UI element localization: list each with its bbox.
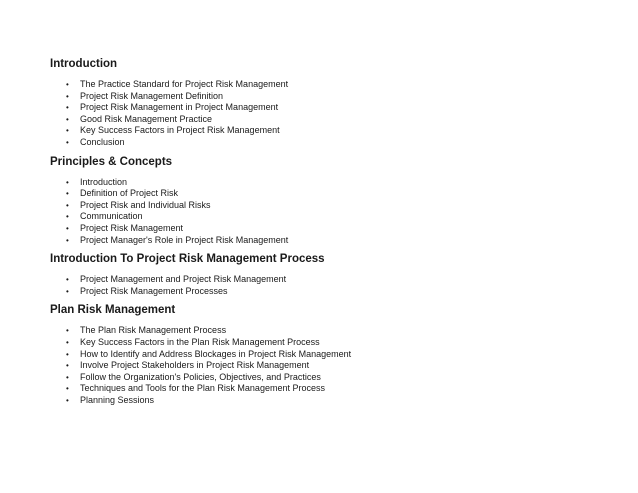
bullet-icon: •	[66, 114, 69, 124]
bullet-icon: •	[66, 286, 69, 296]
list-item-text: Techniques and Tools for the Plan Risk Management Process	[80, 383, 325, 394]
section-heading: Introduction To Project Risk Management Process	[50, 253, 325, 266]
bullet-icon: •	[66, 137, 69, 147]
list-item-text: Follow the Organization's Policies, Objectives, and Practices	[80, 371, 321, 382]
list-item-text: Involve Project Stakeholders in Project Risk Management	[80, 360, 310, 371]
list-item-text: Project Risk Management Definition	[80, 90, 224, 101]
list-item	[50, 349, 610, 361]
list-item	[50, 274, 610, 286]
bullet-icon: •	[66, 223, 69, 233]
list-item	[50, 125, 610, 137]
list-item	[50, 337, 610, 349]
list-item	[50, 360, 610, 372]
list-item-text: Project Risk Management in Project Management	[80, 102, 279, 113]
list-item-text: The Plan Risk Management Process	[80, 325, 227, 336]
bullet-icon: •	[66, 103, 69, 113]
list-item	[50, 383, 610, 395]
list-item	[50, 79, 610, 91]
list-item	[50, 177, 610, 189]
list-item-text: Definition of Project Risk	[80, 188, 179, 199]
section-heading: Principles & Concepts	[50, 155, 173, 168]
list-item-text: Good Risk Management Practice	[80, 113, 213, 124]
list-item	[50, 91, 610, 103]
bullet-icon: •	[66, 349, 69, 359]
bullet-icon: •	[66, 212, 69, 222]
bullet-icon: •	[66, 395, 69, 405]
list-item-text: Project Management and Project Risk Management	[80, 274, 287, 285]
bullet-icon: •	[66, 189, 69, 199]
bullet-icon: •	[66, 91, 69, 101]
list-item	[50, 137, 610, 149]
bullet-icon: •	[66, 275, 69, 285]
section-principles-concepts	[50, 155, 610, 247]
list-item	[50, 102, 610, 114]
bullet-icon: •	[66, 361, 69, 371]
bullet-icon: •	[66, 372, 69, 382]
list-item-text: Planning Sessions	[80, 394, 155, 405]
list-item	[50, 188, 610, 200]
list-item-text: Project Risk Management Processes	[80, 285, 228, 296]
bullet-icon: •	[66, 337, 69, 347]
list-item-text: How to Identify and Address Blockages in Project Risk Management	[80, 348, 352, 359]
list-item-text: Introduction	[80, 176, 128, 187]
list-item-text: Project Risk and Individual Risks	[80, 199, 211, 210]
list-item	[50, 211, 610, 223]
list-item-text: Communication	[80, 211, 143, 222]
bullet-list	[50, 274, 610, 297]
document-body	[50, 57, 610, 406]
list-item	[50, 325, 610, 337]
list-item	[50, 200, 610, 212]
section-heading: Plan Risk Management	[50, 304, 176, 317]
bullet-icon: •	[66, 177, 69, 187]
list-item-text: Key Success Factors in Project Risk Management	[80, 125, 280, 136]
section-heading: Introduction	[50, 58, 118, 70]
list-item	[50, 372, 610, 384]
section-process-intro	[50, 252, 610, 297]
list-item-text: The Practice Standard for Project Risk Management	[80, 79, 289, 89]
bullet-icon: •	[66, 326, 69, 336]
list-item-text: Project Risk Management	[80, 222, 184, 233]
list-item	[50, 223, 610, 235]
bullet-list	[50, 177, 610, 247]
bullet-icon: •	[66, 80, 69, 89]
bullet-list	[50, 325, 610, 406]
bullet-icon: •	[66, 200, 69, 210]
list-item	[50, 286, 610, 298]
list-item	[50, 395, 610, 407]
bullet-icon: •	[66, 235, 69, 245]
section-plan-risk-management	[50, 303, 610, 406]
bullet-icon: •	[66, 384, 69, 394]
list-item	[50, 114, 610, 126]
bullet-list	[50, 79, 610, 149]
list-item-text: Project Manager's Role in Project Risk Management	[80, 234, 289, 245]
list-item	[50, 235, 610, 247]
section-introduction	[50, 57, 610, 149]
bullet-icon: •	[66, 126, 69, 136]
list-item-text: Key Success Factors in the Plan Risk Management Process	[80, 336, 320, 347]
list-item-text: Conclusion	[80, 136, 125, 147]
